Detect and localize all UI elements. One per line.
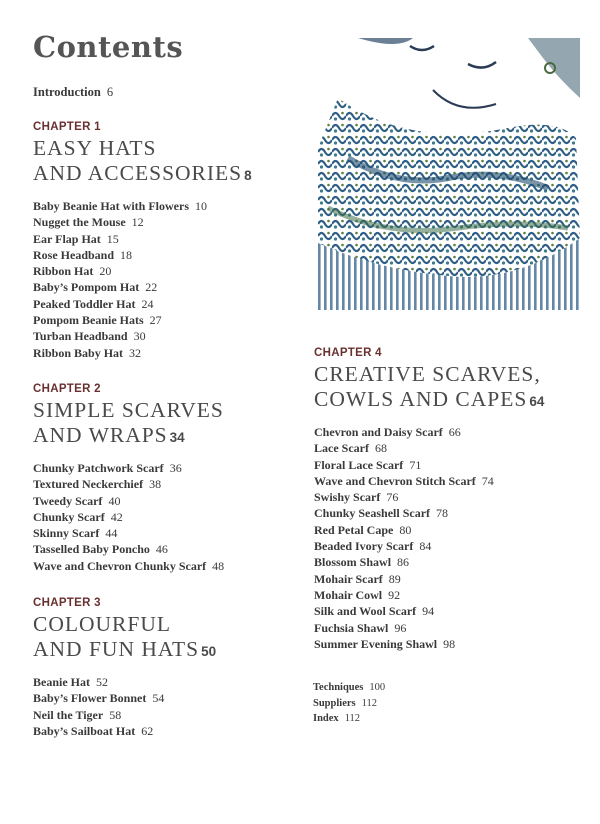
toc-item[interactable]: [33, 509, 224, 525]
toc-item-page: 66: [448, 425, 461, 439]
chapter-items: [33, 198, 252, 361]
toc-item-label: Techniques: [313, 682, 364, 693]
toc-item-label: Skinny Scarf: [33, 526, 100, 541]
toc-item-label: Ribbon Baby Hat: [33, 345, 124, 360]
toc-item-label: Chunky Seashell Scarf: [314, 506, 431, 521]
toc-item-page: 30: [133, 329, 146, 344]
toc-item-page: 86: [397, 555, 410, 570]
intro-label: Introduction: [33, 85, 101, 99]
toc-item[interactable]: [314, 636, 544, 652]
mouth-shape: [433, 90, 496, 108]
toc-item-page: 15: [106, 231, 119, 246]
toc-item-label: Beanie Hat: [33, 675, 90, 689]
toc-item[interactable]: [33, 525, 224, 541]
toc-item[interactable]: [314, 554, 544, 570]
chapter-title-line2: AND WRAPS: [33, 423, 168, 447]
toc-item-page: 94: [422, 604, 435, 619]
chapter-title-line2: COWLS AND CAPES: [314, 387, 528, 411]
toc-item-label: Mohair Scarf: [314, 571, 383, 586]
chapter-2: [33, 383, 224, 574]
toc-item-page: 112: [344, 713, 361, 724]
toc-item-page: 40: [108, 493, 121, 508]
toc-item-label: Summer Evening Shawl: [314, 636, 438, 651]
toc-item[interactable]: [313, 711, 385, 727]
toc-item[interactable]: [314, 620, 544, 636]
toc-item[interactable]: [33, 558, 224, 574]
toc-item-page: 92: [388, 587, 401, 602]
toc-item-page: 46: [155, 542, 168, 557]
toc-item-label: Tweedy Scarf: [33, 493, 103, 508]
toc-item-page: 71: [409, 457, 422, 472]
chapter-title[interactable]: [33, 136, 252, 188]
toc-item[interactable]: [33, 707, 216, 723]
toc-item[interactable]: [314, 587, 544, 603]
toc-item[interactable]: [33, 345, 252, 361]
toc-item[interactable]: [313, 696, 385, 712]
toc-item-label: Turban Headband: [33, 329, 128, 344]
toc-item-label: Ribbon Hat: [33, 264, 94, 279]
toc-item-page: 36: [169, 461, 182, 475]
toc-item[interactable]: [314, 522, 544, 538]
toc-item-page: 62: [141, 723, 154, 738]
toc-item-label: Beaded Ivory Scarf: [314, 539, 414, 554]
chapter-title-line1: COLOURFUL: [33, 612, 172, 636]
chapter-title-line2: AND FUN HATS: [33, 637, 200, 661]
toc-item-label: Red Petal Cape: [314, 522, 394, 537]
toc-item[interactable]: [314, 505, 544, 521]
chapter-title[interactable]: [314, 362, 544, 414]
toc-item[interactable]: [314, 457, 544, 473]
toc-item[interactable]: [33, 493, 224, 509]
toc-item-page: 22: [145, 280, 158, 295]
toc-item-page: 89: [388, 571, 401, 586]
toc-item-page: 78: [436, 506, 449, 521]
toc-item-page: 20: [99, 264, 112, 279]
toc-item[interactable]: [33, 279, 252, 295]
chapter-page: 8: [244, 168, 252, 183]
toc-item[interactable]: [33, 263, 252, 279]
toc-item-label: Baby Beanie Hat with Flowers: [33, 199, 189, 213]
chapter-3: [33, 597, 216, 739]
toc-item-label: Chevron and Daisy Scarf: [314, 425, 443, 439]
toc-item[interactable]: [314, 538, 544, 554]
toc-item-page: 112: [361, 697, 377, 709]
toc-item-label: Chunky Patchwork Scarf: [33, 461, 164, 475]
toc-item[interactable]: [33, 312, 252, 328]
toc-item-label: Blossom Shawl: [314, 555, 392, 570]
toc-item-page: 76: [386, 490, 399, 505]
chapter-label: CHAPTER 3: [33, 597, 101, 609]
toc-item-label: Neil the Tiger: [33, 707, 104, 722]
chapter-items: [33, 674, 216, 739]
chapter-title-line1: EASY HATS: [33, 136, 157, 160]
chapter-4: [314, 347, 544, 652]
toc-item[interactable]: [314, 489, 544, 505]
toc-item-page: 24: [141, 296, 154, 311]
toc-item-label: Mohair Cowl: [314, 587, 383, 602]
toc-item-label: Chunky Scarf: [33, 509, 105, 524]
toc-item-page: 10: [195, 199, 207, 213]
toc-item-page: 84: [419, 539, 432, 554]
chapter-page: 34: [169, 430, 185, 445]
toc-item[interactable]: [313, 680, 385, 696]
knitted-scarf-illustration: [318, 38, 580, 310]
toc-item-page: 54: [152, 691, 165, 706]
chapter-page: 50: [201, 644, 217, 659]
toc-item-label: Index: [313, 713, 339, 724]
toc-item-label: Wave and Chevron Chunky Scarf: [33, 558, 207, 573]
toc-item-label: Baby’s Sailboat Hat: [33, 723, 136, 738]
toc-item-label: Nugget the Mouse: [33, 215, 126, 230]
toc-item[interactable]: [314, 473, 544, 489]
toc-item-label: Swishy Scarf: [314, 490, 381, 505]
toc-item[interactable]: [314, 424, 544, 440]
toc-item-label: Ear Flap Hat: [33, 231, 101, 246]
toc-item[interactable]: [33, 674, 216, 690]
eye-left-shape: [410, 46, 434, 50]
toc-item-label: Lace Scarf: [314, 441, 369, 456]
toc-item[interactable]: [33, 328, 252, 344]
chapter-items: [33, 460, 224, 574]
toc-item-label: Baby’s Flower Bonnet: [33, 691, 147, 706]
toc-item-page: 52: [96, 675, 108, 689]
toc-item-label: Pompom Beanie Hats: [33, 313, 144, 328]
toc-item-page: 74: [481, 473, 494, 488]
toc-introduction[interactable]: [33, 85, 113, 100]
page-title: Contents: [33, 30, 184, 64]
toc-item[interactable]: [314, 603, 544, 619]
toc-item-label: Wave and Chevron Stitch Scarf: [314, 473, 476, 488]
toc-item[interactable]: [314, 571, 544, 587]
toc-item[interactable]: [33, 476, 224, 492]
toc-item[interactable]: [33, 231, 252, 247]
chapter-label: CHAPTER 2: [33, 383, 101, 395]
toc-item-page: 38: [149, 477, 162, 492]
toc-item[interactable]: [314, 440, 544, 456]
toc-item-label: Floral Lace Scarf: [314, 457, 404, 472]
chapter-items: [314, 424, 544, 652]
toc-item[interactable]: [33, 214, 252, 230]
toc-item-page: 27: [149, 313, 162, 328]
toc-item-label: Baby’s Pompom Hat: [33, 280, 140, 295]
chapter-title-line2: AND ACCESSORIES: [33, 161, 243, 185]
toc-item-page: 18: [120, 247, 133, 262]
toc-item[interactable]: [33, 541, 224, 557]
eye-right-shape: [468, 62, 496, 68]
toc-item-label: Textured Neckerchief: [33, 477, 144, 492]
chapter-title[interactable]: [33, 398, 224, 450]
toc-item-page: 68: [374, 441, 387, 456]
toc-item-label: Rose Headband: [33, 247, 115, 262]
chapter-title[interactable]: [33, 612, 216, 664]
toc-item[interactable]: [33, 723, 216, 739]
chapter-page: 64: [529, 394, 545, 409]
toc-item-page: 32: [129, 345, 142, 360]
toc-item[interactable]: [33, 690, 216, 706]
toc-item[interactable]: [33, 460, 224, 476]
toc-item[interactable]: [33, 198, 252, 214]
chapter-title-line1: CREATIVE SCARVES,: [314, 362, 541, 386]
back-matter: [313, 680, 385, 727]
toc-item-label: Tasselled Baby Poncho: [33, 542, 150, 557]
chapter-label: CHAPTER 1: [33, 121, 101, 133]
toc-item-label: Silk and Wool Scarf: [314, 604, 417, 619]
toc-item-label: Fuchsia Shawl: [314, 620, 389, 635]
toc-item-page: 100: [369, 682, 386, 693]
toc-item-page: 80: [399, 522, 412, 537]
toc-item-page: 48: [212, 558, 225, 573]
chapter-title-line1: SIMPLE SCARVES: [33, 398, 224, 422]
toc-item[interactable]: [33, 296, 252, 312]
intro-page: 6: [106, 85, 114, 99]
toc-item-page: 42: [110, 509, 123, 524]
toc-item-page: 44: [105, 526, 118, 541]
toc-item-label: Suppliers: [313, 697, 356, 709]
toc-item-page: 98: [443, 636, 456, 651]
toc-item-page: 58: [109, 707, 122, 722]
chapter-label: CHAPTER 4: [314, 347, 382, 359]
chapter-1: [33, 121, 252, 361]
toc-item-page: 12: [131, 215, 144, 230]
hair-shape: [358, 38, 413, 44]
toc-item-label: Peaked Toddler Hat: [33, 296, 136, 311]
toc-item[interactable]: [33, 247, 252, 263]
toc-item-page: 96: [394, 620, 407, 635]
